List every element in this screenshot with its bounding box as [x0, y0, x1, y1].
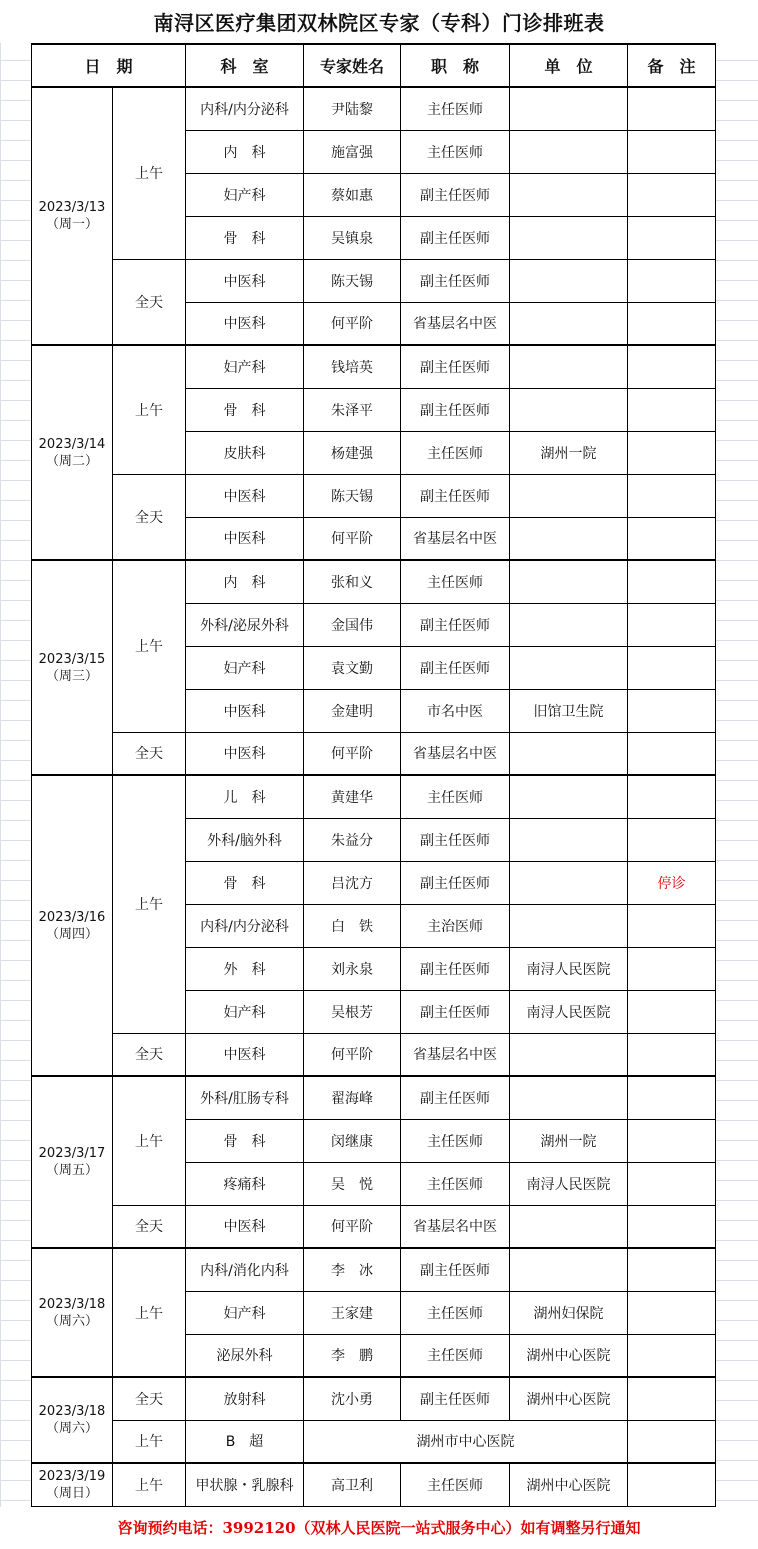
remark-cell — [628, 1291, 716, 1334]
title-cell: 副主任医师 — [401, 603, 510, 646]
title-cell: 副主任医师 — [401, 173, 510, 216]
weekday-text: （周一） — [45, 217, 98, 232]
unit-cell: 南浔人民医院 — [510, 990, 628, 1033]
period-cell: 上午 — [113, 345, 186, 474]
remark-cell — [628, 173, 716, 216]
remark-cell — [628, 775, 716, 818]
table-row — [32, 1377, 716, 1420]
unit-cell — [510, 560, 628, 603]
remark-cell — [628, 732, 716, 775]
unit-cell — [510, 130, 628, 173]
dept-cell: 中医科 — [186, 689, 304, 732]
remark-cell — [628, 646, 716, 689]
remark-cell — [628, 1463, 716, 1506]
unit-cell — [510, 517, 628, 560]
date-cell — [32, 345, 113, 560]
remark-cell — [628, 947, 716, 990]
expert-name-cell: 袁文勤 — [304, 646, 401, 689]
period-cell: 上午 — [113, 1463, 186, 1506]
dept-cell: 骨 科 — [186, 1119, 304, 1162]
unit-cell — [510, 302, 628, 345]
title-cell: 主任医师 — [401, 1334, 510, 1377]
expert-name-cell: 何平阶 — [304, 302, 401, 345]
unit-cell — [510, 646, 628, 689]
remark-cell — [628, 216, 716, 259]
title-cell: 省基层名中医 — [401, 302, 510, 345]
remark-cell — [628, 130, 716, 173]
expert-name-cell: 钱培英 — [304, 345, 401, 388]
dept-cell: 妇产科 — [186, 173, 304, 216]
unit-cell: 旧馆卫生院 — [510, 689, 628, 732]
period-cell: 全天 — [113, 1033, 186, 1076]
remark-cell — [628, 904, 716, 947]
unit-cell — [510, 345, 628, 388]
title-cell: 副主任医师 — [401, 947, 510, 990]
title-cell: 副主任医师 — [401, 1076, 510, 1119]
period-cell: 上午 — [113, 1248, 186, 1377]
remark-cell — [628, 818, 716, 861]
date-text: 2023/3/17 — [38, 1146, 106, 1161]
dept-cell: 妇产科 — [186, 1291, 304, 1334]
remark-cell — [628, 990, 716, 1033]
table-row — [32, 560, 716, 603]
title-cell: 省基层名中医 — [401, 1205, 510, 1248]
remark-cell — [628, 560, 716, 603]
date-cell — [32, 1377, 113, 1463]
title-cell: 主任医师 — [401, 87, 510, 130]
remark-cell — [628, 1033, 716, 1076]
remark-cell — [628, 1205, 716, 1248]
dept-cell: 外科/脑外科 — [186, 818, 304, 861]
header-unit: 单 位 — [510, 44, 628, 87]
dept-cell: 骨 科 — [186, 388, 304, 431]
period-cell: 全天 — [113, 732, 186, 775]
footer-notice: 咨询预约电话：3992120（双林人民医院一站式服务中心）如有调整另行通知 — [0, 1507, 758, 1549]
expert-name-cell: 吴根芳 — [304, 990, 401, 1033]
remark-cell — [628, 1162, 716, 1205]
expert-name-cell: 白 铁 — [304, 904, 401, 947]
remark-cell — [628, 87, 716, 130]
unit-cell — [510, 173, 628, 216]
title-cell: 副主任医师 — [401, 388, 510, 431]
period-cell: 上午 — [113, 87, 186, 259]
expert-name-cell: 闵继康 — [304, 1119, 401, 1162]
title-cell: 省基层名中医 — [401, 517, 510, 560]
remark-cell — [628, 1334, 716, 1377]
remark-cell — [628, 302, 716, 345]
dept-cell: 中医科 — [186, 259, 304, 302]
title-cell: 副主任医师 — [401, 646, 510, 689]
table-row — [32, 775, 716, 818]
dept-cell: 甲状腺・乳腺科 — [186, 1463, 304, 1506]
date-text: 2023/3/16 — [38, 909, 106, 925]
unit-cell — [510, 1205, 628, 1248]
table-row — [32, 345, 716, 388]
table-row — [32, 87, 716, 130]
date-text: 2023/3/18 — [38, 1404, 106, 1419]
unit-cell — [510, 732, 628, 775]
unit-cell — [510, 1076, 628, 1119]
weekday-text: （周四） — [45, 926, 98, 942]
unit-cell: 湖州中心医院 — [510, 1377, 628, 1420]
remark-cell — [628, 259, 716, 302]
period-cell: 全天 — [113, 259, 186, 345]
unit-cell — [510, 818, 628, 861]
title-cell: 省基层名中医 — [401, 732, 510, 775]
dept-cell: 中医科 — [186, 1033, 304, 1076]
expert-name-cell: 金建明 — [304, 689, 401, 732]
dept-cell: 骨 科 — [186, 216, 304, 259]
title-cell: 省基层名中医 — [401, 1033, 510, 1076]
remark-cell — [628, 345, 716, 388]
header-row — [32, 44, 716, 87]
table-row — [32, 1420, 716, 1463]
dept-cell: 疼痛科 — [186, 1162, 304, 1205]
expert-name-cell: 杨建强 — [304, 431, 401, 474]
dept-cell: 外科/肛肠专科 — [186, 1076, 304, 1119]
title-cell: 主任医师 — [401, 130, 510, 173]
expert-name-cell: 王家建 — [304, 1291, 401, 1334]
date-text: 2023/3/15 — [38, 651, 106, 667]
expert-name-cell: 翟海峰 — [304, 1076, 401, 1119]
unit-cell — [510, 259, 628, 302]
expert-name-cell: 沈小勇 — [304, 1377, 401, 1420]
title-cell: 主任医师 — [401, 775, 510, 818]
schedule-table — [31, 43, 716, 1507]
remark-cell — [628, 431, 716, 474]
merged-unit-cell: 湖州市中心医院 — [304, 1420, 628, 1463]
dept-cell: 骨 科 — [186, 861, 304, 904]
title-cell: 副主任医师 — [401, 990, 510, 1033]
period-cell: 上午 — [113, 775, 186, 1033]
dept-cell: 内 科 — [186, 130, 304, 173]
weekday-text: （周二） — [45, 453, 98, 469]
unit-cell — [510, 904, 628, 947]
dept-cell: B 超 — [186, 1420, 304, 1463]
dept-cell: 内科/内分泌科 — [186, 87, 304, 130]
date-cell — [32, 775, 113, 1076]
period-cell: 全天 — [113, 474, 186, 560]
dept-cell: 放射科 — [186, 1377, 304, 1420]
header-note: 备 注 — [628, 44, 716, 87]
expert-name-cell: 何平阶 — [304, 517, 401, 560]
expert-name-cell: 黄建华 — [304, 775, 401, 818]
dept-cell: 内科/内分泌科 — [186, 904, 304, 947]
dept-cell: 皮肤科 — [186, 431, 304, 474]
date-text: 2023/3/18 — [38, 1296, 106, 1312]
title-cell: 副主任医师 — [401, 259, 510, 302]
dept-cell: 妇产科 — [186, 646, 304, 689]
weekday-text: （周六） — [45, 1421, 98, 1436]
title-cell: 主任医师 — [401, 1162, 510, 1205]
table-row — [32, 732, 716, 775]
period-cell: 全天 — [113, 1377, 186, 1420]
title-cell: 副主任医师 — [401, 345, 510, 388]
expert-name-cell: 尹陆黎 — [304, 87, 401, 130]
remark-cell — [628, 474, 716, 517]
header-title: 职 称 — [401, 44, 510, 87]
expert-name-cell: 刘永泉 — [304, 947, 401, 990]
table-row — [32, 474, 716, 517]
unit-cell — [510, 1033, 628, 1076]
remark-cell — [628, 388, 716, 431]
unit-cell: 湖州一院 — [510, 1119, 628, 1162]
title-cell: 副主任医师 — [401, 1248, 510, 1291]
date-cell — [32, 560, 113, 775]
dept-cell: 中医科 — [186, 517, 304, 560]
period-cell: 上午 — [113, 1076, 186, 1205]
title-cell: 市名中医 — [401, 689, 510, 732]
expert-name-cell: 李 鹏 — [304, 1334, 401, 1377]
weekday-text: （周日） — [45, 1485, 98, 1501]
unit-cell — [510, 87, 628, 130]
expert-name-cell: 朱泽平 — [304, 388, 401, 431]
expert-name-cell: 蔡如惠 — [304, 173, 401, 216]
weekday-text: （周六） — [45, 1313, 98, 1329]
title-cell: 主任医师 — [401, 1291, 510, 1334]
unit-cell: 南浔人民医院 — [510, 947, 628, 990]
title-cell: 主任医师 — [401, 1463, 510, 1506]
dept-cell: 儿 科 — [186, 775, 304, 818]
dept-cell: 中医科 — [186, 302, 304, 345]
table-row — [32, 1248, 716, 1291]
remark-cell-suspended: 停诊 — [628, 861, 716, 904]
expert-name-cell: 高卫利 — [304, 1463, 401, 1506]
schedule-body — [32, 87, 716, 1506]
weekday-text: （周三） — [45, 668, 98, 684]
dept-cell: 妇产科 — [186, 990, 304, 1033]
dept-cell: 外 科 — [186, 947, 304, 990]
date-text: 2023/3/14 — [38, 436, 106, 452]
title-cell: 主任医师 — [401, 431, 510, 474]
remark-cell — [628, 1420, 716, 1463]
remark-cell — [628, 1377, 716, 1420]
date-cell — [32, 87, 113, 345]
dept-cell: 内科/消化内科 — [186, 1248, 304, 1291]
table-row — [32, 259, 716, 302]
title-cell: 副主任医师 — [401, 1377, 510, 1420]
date-cell — [32, 1248, 113, 1377]
dept-cell: 中医科 — [186, 474, 304, 517]
table-row — [32, 1033, 716, 1076]
expert-name-cell: 何平阶 — [304, 732, 401, 775]
expert-name-cell: 吴 悦 — [304, 1162, 401, 1205]
title-cell: 副主任医师 — [401, 818, 510, 861]
table-row — [32, 1076, 716, 1119]
remark-cell — [628, 1248, 716, 1291]
dept-cell: 内 科 — [186, 560, 304, 603]
remark-cell — [628, 1076, 716, 1119]
unit-cell: 湖州一院 — [510, 431, 628, 474]
unit-cell — [510, 775, 628, 818]
header-dept: 科 室 — [186, 44, 304, 87]
page-title: 南浔区医疗集团双林院区专家（专科）门诊排班表 — [0, 0, 758, 43]
unit-cell: 湖州中心医院 — [510, 1463, 628, 1506]
unit-cell — [510, 388, 628, 431]
expert-name-cell: 何平阶 — [304, 1205, 401, 1248]
unit-cell — [510, 474, 628, 517]
title-cell: 主治医师 — [401, 904, 510, 947]
expert-name-cell: 李 冰 — [304, 1248, 401, 1291]
dept-cell: 泌尿外科 — [186, 1334, 304, 1377]
weekday-text: （周五） — [45, 1163, 98, 1178]
expert-name-cell: 金国伟 — [304, 603, 401, 646]
dept-cell: 中医科 — [186, 1205, 304, 1248]
expert-name-cell: 张和义 — [304, 560, 401, 603]
date-cell — [32, 1076, 113, 1248]
unit-cell — [510, 216, 628, 259]
unit-cell: 湖州妇保院 — [510, 1291, 628, 1334]
expert-name-cell: 吕沈方 — [304, 861, 401, 904]
unit-cell — [510, 861, 628, 904]
unit-cell: 湖州中心医院 — [510, 1334, 628, 1377]
remark-cell — [628, 603, 716, 646]
unit-cell — [510, 603, 628, 646]
expert-name-cell: 陈天锡 — [304, 474, 401, 517]
date-text: 2023/3/13 — [38, 200, 106, 215]
remark-cell — [628, 689, 716, 732]
table-row — [32, 1205, 716, 1248]
title-cell: 副主任医师 — [401, 216, 510, 259]
dept-cell: 外科/泌尿外科 — [186, 603, 304, 646]
table-row — [32, 1463, 716, 1506]
expert-name-cell: 陈天锡 — [304, 259, 401, 302]
unit-cell — [510, 1248, 628, 1291]
remark-cell — [628, 517, 716, 560]
period-cell: 上午 — [113, 560, 186, 732]
dept-cell: 妇产科 — [186, 345, 304, 388]
title-cell: 副主任医师 — [401, 861, 510, 904]
date-cell — [32, 1463, 113, 1506]
unit-cell: 南浔人民医院 — [510, 1162, 628, 1205]
period-cell: 上午 — [113, 1420, 186, 1463]
expert-name-cell: 朱益分 — [304, 818, 401, 861]
period-cell: 全天 — [113, 1205, 186, 1248]
expert-name-cell: 施富强 — [304, 130, 401, 173]
date-text: 2023/3/19 — [38, 1468, 106, 1484]
expert-name-cell: 吴镇泉 — [304, 216, 401, 259]
dept-cell: 中医科 — [186, 732, 304, 775]
title-cell: 副主任医师 — [401, 474, 510, 517]
header-date: 日 期 — [32, 44, 186, 87]
header-expert: 专家姓名 — [304, 44, 401, 87]
title-cell: 主任医师 — [401, 560, 510, 603]
expert-name-cell: 何平阶 — [304, 1033, 401, 1076]
title-cell: 主任医师 — [401, 1119, 510, 1162]
remark-cell — [628, 1119, 716, 1162]
